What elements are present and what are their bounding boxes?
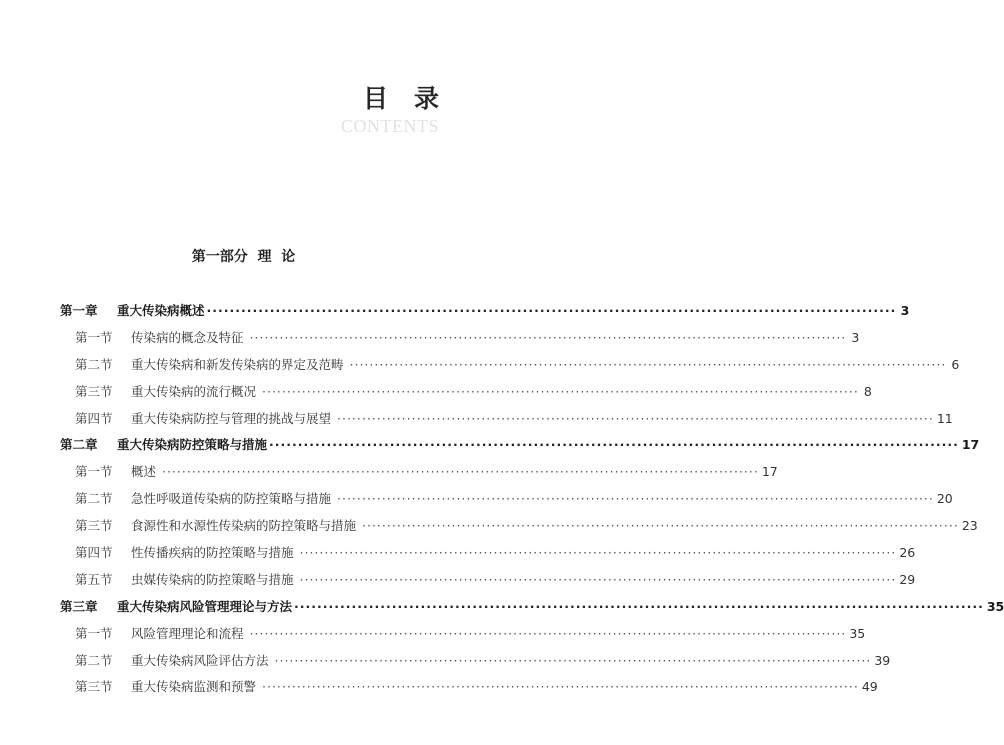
toc-section-row[interactable]	[60, 540, 916, 567]
toc-section-row[interactable]	[60, 621, 866, 648]
toc-page-number: 49	[861, 679, 878, 695]
toc-section-row[interactable]	[60, 459, 778, 486]
toc-entry-title: 重大传染病风险评估方法	[131, 652, 269, 668]
toc-section-row[interactable]	[60, 325, 860, 352]
toc-title-block	[341, 84, 465, 136]
toc-page-number: 35	[986, 598, 1004, 614]
page-title: 目录	[362, 84, 465, 113]
toc-entry-title: 重大传染病概述	[117, 303, 205, 318]
toc-entry-title: 风险管理理论和流程	[131, 625, 244, 641]
toc-entry-number: 第四节	[75, 410, 113, 426]
toc-entry-title: 食源性和水源性传染病的防控策略与措施	[131, 518, 357, 534]
dot-leader: ························································································································	[299, 545, 897, 561]
toc-entry-number: 第一章	[60, 303, 98, 318]
toc-entry-title: 概述	[131, 464, 157, 480]
toc-entry-number: 第三章	[60, 598, 98, 614]
dot-leader: ························································································································	[337, 410, 934, 426]
dot-leader: ························································································································	[349, 356, 947, 372]
toc-entry-title: 重大传染病监测和预警	[131, 679, 257, 695]
dot-leader: ························································································································	[337, 491, 934, 507]
dot-leader: ························································································································	[249, 329, 847, 345]
toc-page-number: 3	[900, 303, 910, 318]
toc-page-number: 26	[899, 545, 916, 561]
dot-leader: ························································································································	[262, 383, 859, 399]
toc-entry-title: 急性呼吸道传染病的防控策略与措施	[131, 491, 332, 507]
toc-entry-title: 重大传染病和新发传染病的界定及范畴	[131, 356, 344, 372]
toc-page-number: 23	[961, 518, 978, 534]
toc-entry-title: 传染病的概念及特征	[131, 329, 244, 345]
toc-entry-number: 第三节	[75, 383, 113, 399]
toc-section-row[interactable]	[60, 513, 978, 540]
toc-entry-title: 重大传染病的流行概况	[131, 383, 257, 399]
dot-leader: ························································································································	[206, 303, 897, 318]
toc-entry-number: 第五节	[75, 571, 113, 587]
dot-leader: ························································································································	[299, 571, 897, 587]
toc-entry-title: 重大传染病防控策略与措施	[117, 437, 268, 453]
toc-section-row[interactable]	[60, 648, 891, 675]
toc-section-row[interactable]	[60, 486, 953, 513]
toc-entry-number: 第四节	[75, 545, 113, 561]
toc-page-number: 35	[849, 625, 866, 641]
toc-chapter-row[interactable]	[60, 298, 910, 325]
toc-page-number: 20	[936, 491, 953, 507]
toc-chapter-row[interactable]	[60, 594, 1004, 621]
page-title-english: CONTENTS	[341, 116, 439, 136]
toc-entry-number: 第二节	[75, 652, 113, 668]
toc-page-number: 17	[961, 437, 980, 453]
toc-page-number: 3	[851, 329, 860, 345]
toc-entry-number: 第一节	[75, 329, 113, 345]
toc-entry-number: 第三节	[75, 679, 113, 695]
dot-leader: ························································································································	[269, 437, 959, 453]
toc-page-number: 11	[936, 410, 953, 426]
toc-section-row[interactable]	[60, 379, 872, 406]
toc-page-number: 39	[874, 652, 891, 668]
toc-page-number: 29	[899, 571, 916, 587]
dot-leader: ························································································································	[362, 518, 959, 534]
toc-section-row[interactable]	[60, 567, 916, 594]
dot-leader: ························································································································	[274, 652, 872, 668]
toc-entry-number: 第一节	[75, 625, 113, 641]
toc-entry-title: 虫媒传染病的防控策略与措施	[131, 571, 294, 587]
toc-chapter-row[interactable]	[60, 432, 980, 459]
toc-section-row[interactable]	[60, 352, 960, 379]
toc-page-number: 8	[863, 383, 872, 399]
dot-leader: ························································································································	[162, 464, 759, 480]
toc-section-row[interactable]	[60, 674, 878, 701]
toc-entry-title: 重大传染病防控与管理的挑战与展望	[131, 410, 332, 426]
toc-entry-number: 第三节	[75, 518, 113, 534]
toc-page-number: 17	[761, 464, 778, 480]
toc-entry-number: 第一节	[75, 464, 113, 480]
toc-entry-number: 第二节	[75, 356, 113, 372]
toc-entry-number: 第二节	[75, 491, 113, 507]
dot-leader: ························································································································	[294, 598, 984, 614]
toc-entry-title: 重大传染病风险管理理论与方法	[117, 598, 293, 614]
toc-entry-title: 性传播疾病的防控策略与措施	[131, 545, 294, 561]
toc-page-number: 6	[951, 356, 960, 372]
part-heading: 第一部分 理 论	[191, 249, 296, 265]
dot-leader: ························································································································	[262, 679, 859, 695]
toc-entry-number: 第二章	[60, 437, 98, 453]
table-of-contents	[60, 298, 1004, 701]
dot-leader: ························································································································	[249, 625, 847, 641]
toc-section-row[interactable]	[60, 406, 953, 433]
